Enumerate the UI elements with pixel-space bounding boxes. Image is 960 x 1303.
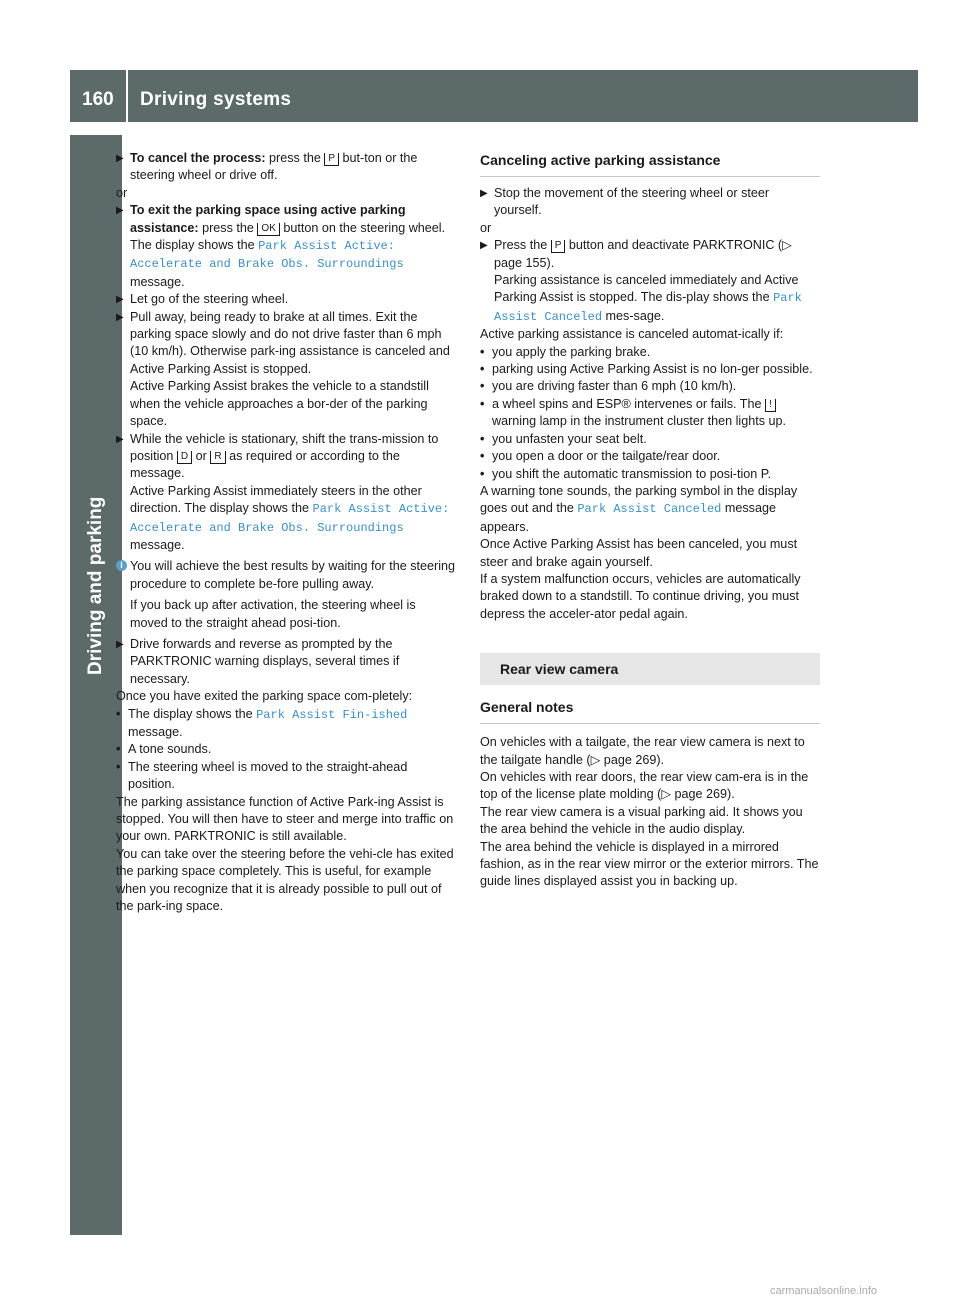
paragraph: Once you have exited the parking space com-pletely: [116,689,413,704]
info-icon: i [116,560,127,571]
instruction-step: ▶ While the vehicle is stationary, shift the trans-mission to position D or R as required or according to the message. Active Parking Assist immediately steers in the other direction. The display shows the Park Assist Active: Accelerate and Brake Obs. Surroundings message. [116,431,450,552]
paragraph: Once Active Parking Assist has been canceled, you must steer and brake again yourself. [480,537,798,569]
display-message: Park Assist Active: Accelerate and Brake Obs. Surroundings [130,239,404,272]
arrow-icon: ▶ [480,240,488,252]
display-message: Park Assist Canceled [494,291,802,324]
ok-button-icon: OK [257,223,279,236]
header-separator [126,70,128,122]
list-item: • you shift the automatic transmission to posi-tion P. [480,466,820,483]
paragraph: Active parking assistance is canceled automat-ically if: [480,327,784,342]
instruction-step: ▶ Stop the movement of the steering wheel or steer yourself. [480,186,770,218]
list-item: • you unfasten your seat belt. [480,431,820,448]
list-item: • a wheel spins and ESP® intervenes or fails. The ! warning lamp in the instrument cluster then lights up. [480,396,787,429]
instruction-step: ▶ Press the P button and deactivate PARKTRONIC (▷ page 155). Parking assistance is canceled immediately and Active Parking Assist is stopped. The dis-play shows the Park Assist Canceled mes-sage. [480,238,802,324]
instruction-step: ▶ Drive forwards and reverse as prompted by the PARKTRONIC warning displays, several times if necessary. [116,636,400,686]
list-item: • parking using Active Parking Assist is no lon-ger possible. [480,361,820,378]
subsection-heading: General notes [480,699,574,716]
bullet-icon: • [480,362,485,377]
page-title: Driving systems [140,89,292,110]
display-message: Park Assist Canceled [577,502,722,517]
divider [480,176,820,177]
paragraph: The rear view camera is a visual parking aid. It shows you the area behind the vehicle in the audio display. [480,804,803,837]
section-banner: Rear view camera [480,653,820,685]
list-item: • A tone sounds. [116,741,456,758]
list-item: • you are driving faster than 6 mph (10 km/h). [480,378,820,395]
or-separator: or [480,220,492,235]
paragraph: If a system malfunction occurs, vehicles are automatically braked down to a standstill. To continue driving, you must depress the acceler-ator pedal again. [480,571,801,621]
paragraph: The area behind the vehicle is displayed in a mirrored fashion, as in the rear view mirror or the exterior mirrors. The guide lines displayed assist you in backing up. [480,839,819,889]
section-heading: Canceling active parking assistance [480,152,721,168]
instruction-step: ▶ Pull away, being ready to brake at all times. Exit the parking space slowly and do not drive faster than 6 mph (10 km/h). Otherwise park-ing assistance is canceled and Active Parking Assist is stopped. Active Parking Assist brakes the vehicle to a standstill when the vehicle approaches a bor-der of the parking space. [116,309,450,429]
instruction-step: ▶ To exit the parking space using active parking assistance: press the OK button on the steering wheel. The display shows the Park Assist Active: Accelerate and Brake Obs. Surroundings message. [116,203,446,289]
arrow-icon: ▶ [116,311,124,323]
left-column [116,150,456,915]
display-message: Park Assist Fin-ished [256,707,408,722]
warning-lamp-icon: ! [765,399,776,412]
list-item: • The display shows the Park Assist Fin-ished message. [116,706,408,739]
instruction-step: ▶ To cancel the process: press the P but-ton or the steering wheel or drive off. [116,151,418,183]
gear-d-icon: D [177,451,192,464]
paragraph: You can take over the steering before the vehi-cle has exited the parking space completely. This is useful, for example when you recognize that it is already possible to pull out of the park-ing space. [116,846,454,914]
bullet-icon: • [480,344,485,359]
page-number: 160 [82,89,114,110]
bullet-icon: • [480,379,485,394]
paragraph: On vehicles with a tailgate, the rear view camera is next to the tailgate handle (▷ page 269). [480,735,805,767]
list-item: • you apply the parking brake. [480,344,820,361]
info-note: i You will achieve the best results by waiting for the steering procedure to complete be-fore pulling away. [116,558,456,593]
sidebar-label: Driving and parking [85,496,106,675]
right-column [480,150,820,891]
bullet-icon: • [480,466,485,481]
paragraph: A warning tone sounds, the parking symbol in the display goes out and the Park Assist Canceled message appears. [480,483,798,534]
gear-r-icon: R [210,451,225,464]
info-note: If you back up after activation, the steering wheel is moved to the straight ahead posi-tion. [130,598,416,630]
list-item: • The steering wheel is moved to the straight-ahead position. [116,759,408,792]
bullet-icon: • [116,706,121,721]
watermark: carmanualsonline.info [770,1285,878,1297]
bullet-icon: • [116,742,121,757]
arrow-icon: ▶ [116,205,124,217]
paragraph: The parking assistance function of Active Park-ing Assist is stopped. You will then have to steer and merge into traffic on your own. PARKTRONIC is still available. [116,794,454,844]
parktronic-button-icon: P [551,240,566,253]
list-item: • you open a door or the tailgate/rear door. [480,448,820,465]
arrow-icon: ▶ [116,294,124,306]
or-separator: or [116,185,128,200]
arrow-icon: ▶ [116,153,124,164]
sidebar-tab [70,135,122,1235]
display-message: Park Assist Active: Accelerate and Brake Obs. Surroundings [130,502,450,535]
divider [480,723,820,724]
arrow-icon: ▶ [116,433,124,445]
arrow-icon: ▶ [116,638,124,650]
park-button-icon: P [324,153,339,166]
bullet-icon: • [116,759,121,774]
bullet-icon: • [480,431,485,446]
instruction-step: ▶ Let go of the steering wheel. [116,291,456,308]
bullet-icon: • [480,396,485,411]
arrow-icon: ▶ [480,188,488,199]
bullet-icon: • [480,449,485,464]
paragraph: On vehicles with rear doors, the rear view cam-era is in the top of the license plate molding (▷ page 269). [480,769,809,802]
